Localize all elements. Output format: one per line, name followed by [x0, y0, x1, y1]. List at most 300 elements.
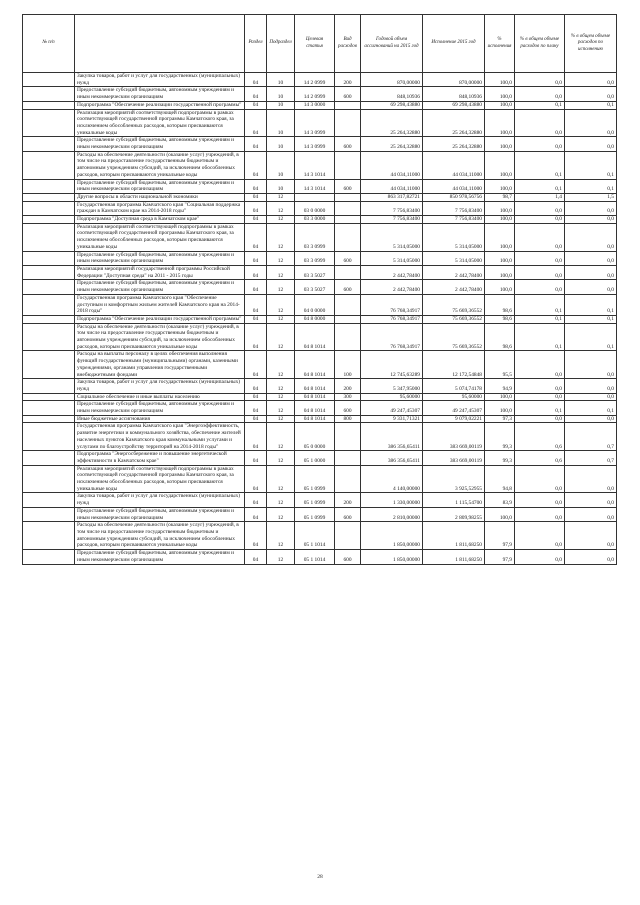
cell-share-fact: 0,7	[565, 451, 617, 465]
cell-vid	[335, 223, 361, 251]
cell-razdel: 04	[245, 423, 267, 451]
cell-article: 05 1 1014	[295, 550, 335, 564]
cell-podrazdel: 10	[267, 73, 295, 87]
cell-share-fact: 0,0	[565, 87, 617, 101]
cell-podrazdel: 12	[267, 223, 295, 251]
cell-share-fact: 0,0	[565, 351, 617, 379]
table-row	[23, 393, 617, 401]
cell-vid: 100	[335, 351, 361, 379]
cell-share-fact: 0,0	[565, 216, 617, 224]
cell-article: 04 8 1014	[295, 379, 335, 393]
cell-name: Предоставление субсидий бюджетным, автономным учреждениям и иным некоммерческим организациям	[75, 280, 245, 294]
header-share-fact: % в общем объеме расходов по исполнению	[565, 15, 617, 73]
cell-plan: 25 264,32880	[361, 137, 423, 151]
cell-plan: 848,10936	[361, 87, 423, 101]
table-header-row	[23, 15, 617, 73]
cell-podrazdel: 10	[267, 101, 295, 109]
cell-article: 04 8 1014	[295, 415, 335, 423]
cell-plan: 9 331,71321	[361, 415, 423, 423]
budget-table	[22, 14, 617, 565]
cell-fact: 1 811,68250	[423, 522, 485, 550]
cell-podrazdel: 10	[267, 109, 295, 137]
cell-pct: 100,0	[485, 137, 515, 151]
table-row	[23, 379, 617, 393]
cell-plan: 1 330,00000	[361, 493, 423, 507]
cell-name: Расходы на выплаты персоналу в целях обеспечения выполнения функций государственными (муниципальными) органами, казенными учреждениями, органами управления государственными внебюджетными фондами	[75, 351, 245, 379]
cell-article: 14 3 0999	[295, 137, 335, 151]
cell-article: 14 2 0999	[295, 87, 335, 101]
cell-share-plan: 0,6	[515, 423, 565, 451]
cell-fact: 7 756,83400	[423, 216, 485, 224]
cell-podrazdel: 12	[267, 379, 295, 393]
cell-number	[23, 393, 75, 401]
cell-vid	[335, 216, 361, 224]
table-row	[23, 294, 617, 315]
cell-vid	[335, 201, 361, 215]
header-podrazdel: Подраздел	[267, 15, 295, 73]
cell-podrazdel: 12	[267, 415, 295, 423]
cell-name: Государственная программа Камчатского края "Социальная поддержка граждан в Камчатском крае на 2014-2018 годы"	[75, 201, 245, 215]
table-row	[23, 415, 617, 423]
cell-fact: 2 442,78400	[423, 265, 485, 279]
cell-pct: 97,9	[485, 522, 515, 550]
cell-share-plan: 0,0	[515, 109, 565, 137]
cell-share-plan: 0,0	[515, 73, 565, 87]
table-row	[23, 109, 617, 137]
cell-pct: 97,9	[485, 550, 515, 564]
cell-pct: 100,0	[485, 87, 515, 101]
cell-name: Подпрограмма "Доступная среда в Камчатском крае"	[75, 216, 245, 224]
cell-plan: 5 314,05000	[361, 251, 423, 265]
cell-pct: 100,0	[485, 109, 515, 137]
cell-share-fact: 0,0	[565, 109, 617, 137]
cell-number	[23, 137, 75, 151]
cell-razdel: 04	[245, 280, 267, 294]
cell-vid: 600	[335, 550, 361, 564]
cell-vid: 800	[335, 415, 361, 423]
cell-share-plan: 0,1	[515, 401, 565, 415]
cell-podrazdel: 12	[267, 251, 295, 265]
table-row	[23, 550, 617, 564]
cell-fact: 850 978,56756	[423, 193, 485, 201]
cell-number	[23, 294, 75, 315]
page-number: 28	[317, 874, 323, 880]
header-pct: % исполнения	[485, 15, 515, 73]
table-row	[23, 522, 617, 550]
cell-vid	[335, 294, 361, 315]
table-row	[23, 451, 617, 465]
cell-share-fact: 0,0	[565, 223, 617, 251]
cell-pct: 100,0	[485, 201, 515, 215]
cell-name: Иные бюджетные ассигнования	[75, 415, 245, 423]
cell-pct: 100,0	[485, 401, 515, 415]
cell-share-plan: 0,0	[515, 280, 565, 294]
cell-share-fact: 0,1	[565, 323, 617, 351]
cell-share-fact: 0,0	[565, 507, 617, 521]
cell-share-fact: 0,1	[565, 101, 617, 109]
cell-pct: 100,0	[485, 251, 515, 265]
cell-pct: 100,0	[485, 216, 515, 224]
cell-vid	[335, 323, 361, 351]
cell-vid	[335, 101, 361, 109]
cell-article: 04 8 1014	[295, 401, 335, 415]
cell-name: Реализация мероприятий соответствующей подпрограммы в рамках соответствующей государственной программы Камчатского края, за исключением обособленных расходов, которым присваиваются уникальные коды	[75, 223, 245, 251]
cell-plan: 76 768,34917	[361, 323, 423, 351]
table-row	[23, 201, 617, 215]
cell-podrazdel: 10	[267, 137, 295, 151]
cell-vid: 600	[335, 137, 361, 151]
cell-pct: 98,7	[485, 193, 515, 201]
header-razdel: Раздел	[245, 15, 267, 73]
cell-article: 14 3 1014	[295, 179, 335, 193]
cell-fact: 49 247,45307	[423, 401, 485, 415]
cell-article: 14 3 1014	[295, 151, 335, 179]
table-row	[23, 137, 617, 151]
cell-razdel: 04	[245, 323, 267, 351]
cell-plan: 1 850,00000	[361, 522, 423, 550]
cell-fact: 44 034,11000	[423, 151, 485, 179]
cell-share-plan: 0,0	[515, 507, 565, 521]
cell-article: 14 3 0000	[295, 101, 335, 109]
cell-plan: 69 298,43880	[361, 101, 423, 109]
cell-vid: 200	[335, 493, 361, 507]
cell-share-plan: 0,1	[515, 179, 565, 193]
cell-article	[295, 193, 335, 201]
cell-article: 05 0 0000	[295, 423, 335, 451]
cell-plan: 49 247,45307	[361, 401, 423, 415]
cell-razdel: 04	[245, 507, 267, 521]
cell-vid: 200	[335, 73, 361, 87]
cell-fact: 7 756,83400	[423, 201, 485, 215]
cell-plan: 2 442,78400	[361, 280, 423, 294]
table-row	[23, 193, 617, 201]
cell-number	[23, 323, 75, 351]
cell-article: 03 3 0000	[295, 216, 335, 224]
cell-plan: 7 756,83400	[361, 216, 423, 224]
cell-podrazdel: 12	[267, 201, 295, 215]
cell-share-plan: 0,0	[515, 251, 565, 265]
cell-share-fact: 0,1	[565, 294, 617, 315]
cell-share-plan: 0,0	[515, 550, 565, 564]
cell-pct: 98,6	[485, 294, 515, 315]
cell-plan: 5 314,05000	[361, 223, 423, 251]
cell-razdel: 04	[245, 193, 267, 201]
cell-name: Реализация мероприятий соответствующей подпрограммы в рамках соответствующей государственной программы Камчатского края, за исключением обособленных расходов, которым присваиваются уникальные коды	[75, 109, 245, 137]
cell-name: Предоставление субсидий бюджетным, автономным учреждениям и иным некоммерческим организациям	[75, 550, 245, 564]
cell-razdel: 04	[245, 451, 267, 465]
cell-fact: 5 074,74178	[423, 379, 485, 393]
cell-vid	[335, 522, 361, 550]
cell-razdel: 04	[245, 379, 267, 393]
cell-article: 04 0 0000	[295, 294, 335, 315]
cell-plan: 76 768,34917	[361, 315, 423, 323]
cell-article: 05 1 1014	[295, 522, 335, 550]
cell-podrazdel: 12	[267, 401, 295, 415]
cell-podrazdel: 12	[267, 493, 295, 507]
cell-pct: 100,0	[485, 151, 515, 179]
cell-number	[23, 280, 75, 294]
table-row	[23, 223, 617, 251]
cell-pct: 94,9	[485, 379, 515, 393]
cell-article: 05 1 0999	[295, 493, 335, 507]
cell-name: Предоставление субсидий бюджетным, автономным учреждениям и иным некоммерческим организациям	[75, 507, 245, 521]
cell-plan: 25 264,32880	[361, 109, 423, 137]
cell-razdel: 04	[245, 73, 267, 87]
header-plan: Годовой объем ассигнований на 2015 год	[361, 15, 423, 73]
table-row	[23, 251, 617, 265]
cell-plan: 4 140,00000	[361, 465, 423, 493]
cell-podrazdel: 12	[267, 216, 295, 224]
cell-share-fact: 0,0	[565, 265, 617, 279]
cell-vid	[335, 451, 361, 465]
cell-article: 04 8 1014	[295, 351, 335, 379]
table-row	[23, 280, 617, 294]
cell-razdel: 04	[245, 137, 267, 151]
cell-share-plan: 0,0	[515, 87, 565, 101]
cell-plan: 95,60000	[361, 393, 423, 401]
cell-fact: 75 669,36552	[423, 294, 485, 315]
cell-podrazdel: 12	[267, 393, 295, 401]
cell-share-fact: 0,0	[565, 393, 617, 401]
cell-share-fact: 0,0	[565, 137, 617, 151]
cell-share-plan: 0,1	[515, 101, 565, 109]
cell-article: 05 1 0000	[295, 451, 335, 465]
cell-razdel: 04	[245, 251, 267, 265]
cell-fact: 1 811,68250	[423, 550, 485, 564]
cell-share-fact: 0,1	[565, 151, 617, 179]
cell-pct: 95,5	[485, 351, 515, 379]
header-article: Целевая статья	[295, 15, 335, 73]
cell-number	[23, 179, 75, 193]
cell-plan: 870,00000	[361, 73, 423, 87]
table-row	[23, 73, 617, 87]
cell-podrazdel: 12	[267, 522, 295, 550]
cell-razdel: 04	[245, 216, 267, 224]
cell-pct: 99,3	[485, 451, 515, 465]
cell-razdel: 04	[245, 179, 267, 193]
cell-share-fact: 0,0	[565, 280, 617, 294]
table-row	[23, 315, 617, 323]
cell-pct: 97,3	[485, 415, 515, 423]
header-vid: Вид расходов	[335, 15, 361, 73]
cell-share-plan: 1,4	[515, 193, 565, 201]
cell-share-fact: 0,0	[565, 379, 617, 393]
header-name	[75, 15, 245, 73]
cell-plan: 76 768,34917	[361, 294, 423, 315]
cell-fact: 848,10936	[423, 87, 485, 101]
cell-article: 14 3 0999	[295, 109, 335, 137]
cell-vid	[335, 465, 361, 493]
cell-share-plan: 0,0	[515, 393, 565, 401]
cell-share-plan: 0,0	[515, 379, 565, 393]
cell-name: Другие вопросы в области национальной экономики	[75, 193, 245, 201]
header-number: № п/п	[23, 15, 75, 73]
table-row	[23, 423, 617, 451]
cell-plan: 2 442,78400	[361, 265, 423, 279]
cell-fact: 2 442,78400	[423, 280, 485, 294]
cell-podrazdel: 12	[267, 465, 295, 493]
cell-pct: 100,0	[485, 507, 515, 521]
cell-article: 03 3 0999	[295, 223, 335, 251]
cell-name: Подпрограмма "Обеспечение реализации государственной программы"	[75, 101, 245, 109]
cell-pct: 100,0	[485, 179, 515, 193]
cell-article: 04 8 1014	[295, 393, 335, 401]
cell-fact: 3 925,52955	[423, 465, 485, 493]
cell-share-plan: 0,6	[515, 451, 565, 465]
cell-fact: 5 314,05000	[423, 251, 485, 265]
cell-vid: 600	[335, 251, 361, 265]
cell-fact: 69 298,43880	[423, 101, 485, 109]
cell-number	[23, 451, 75, 465]
cell-fact: 2 809,98255	[423, 507, 485, 521]
cell-name: Закупка товаров, работ и услуг для государственных (муниципальных) нужд	[75, 493, 245, 507]
cell-podrazdel: 12	[267, 550, 295, 564]
header-fact: Исполнение 2015 год	[423, 15, 485, 73]
cell-share-plan: 0,1	[515, 315, 565, 323]
cell-share-fact: 0,0	[565, 415, 617, 423]
cell-number	[23, 87, 75, 101]
cell-number	[23, 73, 75, 87]
cell-pct: 94,8	[485, 465, 515, 493]
cell-plan: 12 745,63289	[361, 351, 423, 379]
cell-podrazdel: 12	[267, 451, 295, 465]
cell-share-fact: 0,0	[565, 550, 617, 564]
cell-podrazdel: 10	[267, 151, 295, 179]
cell-number	[23, 507, 75, 521]
cell-number	[23, 351, 75, 379]
cell-share-fact: 0,1	[565, 315, 617, 323]
cell-razdel: 04	[245, 401, 267, 415]
cell-fact: 25 264,32880	[423, 137, 485, 151]
cell-pct: 100,0	[485, 101, 515, 109]
table-row	[23, 323, 617, 351]
table-row	[23, 493, 617, 507]
cell-plan: 5 347,95000	[361, 379, 423, 393]
cell-share-plan: 0,0	[515, 223, 565, 251]
cell-pct: 100,0	[485, 393, 515, 401]
cell-vid: 600	[335, 179, 361, 193]
cell-share-plan: 0,0	[515, 216, 565, 224]
cell-name: Предоставление субсидий бюджетным, автономным учреждениям и иным некоммерческим организациям	[75, 401, 245, 415]
cell-razdel: 04	[245, 223, 267, 251]
cell-fact: 75 669,36552	[423, 315, 485, 323]
cell-plan: 2 810,00000	[361, 507, 423, 521]
cell-vid	[335, 423, 361, 451]
cell-name: Предоставление субсидий бюджетным, автономным учреждениям и иным некоммерческим организациям	[75, 87, 245, 101]
cell-share-plan: 0,0	[515, 351, 565, 379]
cell-article: 03 0 0000	[295, 201, 335, 215]
cell-podrazdel: 12	[267, 423, 295, 451]
cell-plan: 863 317,82721	[361, 193, 423, 201]
cell-razdel: 04	[245, 415, 267, 423]
cell-podrazdel: 12	[267, 323, 295, 351]
cell-article: 05 1 0999	[295, 465, 335, 493]
cell-share-fact: 0,7	[565, 423, 617, 451]
cell-vid: 600	[335, 401, 361, 415]
table-row	[23, 216, 617, 224]
cell-number	[23, 550, 75, 564]
cell-podrazdel: 12	[267, 265, 295, 279]
table-row	[23, 265, 617, 279]
cell-vid: 600	[335, 280, 361, 294]
cell-razdel: 04	[245, 265, 267, 279]
cell-fact: 383 669,00119	[423, 451, 485, 465]
cell-fact: 383 669,00119	[423, 423, 485, 451]
cell-podrazdel: 12	[267, 315, 295, 323]
cell-name: Государственная программа Камчатского края "Обеспечение доступным и комфортным жильем жителей Камчатского края на 2014-2018 годы"	[75, 294, 245, 315]
cell-podrazdel: 12	[267, 193, 295, 201]
cell-name: Реализация мероприятий государственной программы Российской Федерации "Доступная среда" на 2011 - 2015 годы	[75, 265, 245, 279]
cell-razdel: 04	[245, 294, 267, 315]
cell-pct: 100,0	[485, 265, 515, 279]
cell-number	[23, 216, 75, 224]
cell-name: Подпрограмма "Энергосбережение и повышение энергетической эффективности в Камчатском крае"	[75, 451, 245, 465]
cell-fact: 25 264,32880	[423, 109, 485, 137]
cell-share-plan: 0,1	[515, 151, 565, 179]
table-row	[23, 179, 617, 193]
cell-number	[23, 201, 75, 215]
cell-name: Государственная программа Камчатского края "Энергоэффективность, развитие энергетики и коммунального хозяйства, обеспечение жителей населенных пунктов Камчатского края коммунальными услугами и услугами по благоустройству территорий на 2014-2018 годы"	[75, 423, 245, 451]
cell-name: Расходы на обеспечение деятельности (оказание услуг) учреждений, в том числе на предоставление государственным бюджетным и автономным учреждениям субсидий, за исключением обособленных расходов, которым присваиваются уникальные коды	[75, 323, 245, 351]
cell-article: 03 3 5027	[295, 280, 335, 294]
table-row	[23, 151, 617, 179]
cell-fact: 1 115,54700	[423, 493, 485, 507]
table-row	[23, 101, 617, 109]
cell-podrazdel: 12	[267, 280, 295, 294]
cell-vid: 300	[335, 393, 361, 401]
cell-vid: 600	[335, 507, 361, 521]
cell-name: Расходы на обеспечение деятельности (оказание услуг) учреждений, в том числе на предоставление государственным бюджетным и автономным учреждениям субсидий, за исключением обособленных расходов, которым присваиваются уникальные коды	[75, 151, 245, 179]
cell-plan: 7 756,83400	[361, 201, 423, 215]
cell-share-plan: 0,0	[515, 265, 565, 279]
cell-share-plan: 0,0	[515, 493, 565, 507]
cell-number	[23, 493, 75, 507]
table-row	[23, 401, 617, 415]
cell-article: 04 8 1014	[295, 323, 335, 351]
cell-share-plan: 0,0	[515, 137, 565, 151]
cell-number	[23, 379, 75, 393]
cell-vid	[335, 193, 361, 201]
cell-number	[23, 223, 75, 251]
cell-razdel: 04	[245, 315, 267, 323]
cell-fact: 5 314,05000	[423, 223, 485, 251]
cell-share-plan: 0,0	[515, 522, 565, 550]
table-row	[23, 507, 617, 521]
cell-vid	[335, 109, 361, 137]
cell-number	[23, 315, 75, 323]
cell-number	[23, 423, 75, 451]
table-row	[23, 87, 617, 101]
cell-plan: 44 034,11000	[361, 179, 423, 193]
table-row	[23, 465, 617, 493]
cell-number	[23, 109, 75, 137]
cell-plan: 1 850,00000	[361, 550, 423, 564]
cell-share-plan: 0,1	[515, 294, 565, 315]
cell-vid	[335, 315, 361, 323]
cell-name: Расходы на обеспечение деятельности (оказание услуг) учреждений, в том числе на предоставление государственным бюджетным и автономным учреждениям субсидий, за исключением обособленных расходов, которым присваиваются уникальные коды	[75, 522, 245, 550]
cell-fact: 75 669,36552	[423, 323, 485, 351]
cell-article: 04 8 0000	[295, 315, 335, 323]
cell-share-plan: 0,1	[515, 323, 565, 351]
budget-report-sheet	[22, 14, 616, 565]
cell-share-fact: 0,0	[565, 493, 617, 507]
cell-name: Реализация мероприятий соответствующей подпрограммы в рамках соответствующей государственной программы Камчатского края, за исключением обособленных расходов, которым присваиваются уникальные коды	[75, 465, 245, 493]
cell-share-plan: 0,0	[515, 465, 565, 493]
cell-pct: 100,0	[485, 223, 515, 251]
cell-razdel: 04	[245, 201, 267, 215]
cell-share-fact: 0,0	[565, 201, 617, 215]
cell-razdel: 04	[245, 393, 267, 401]
